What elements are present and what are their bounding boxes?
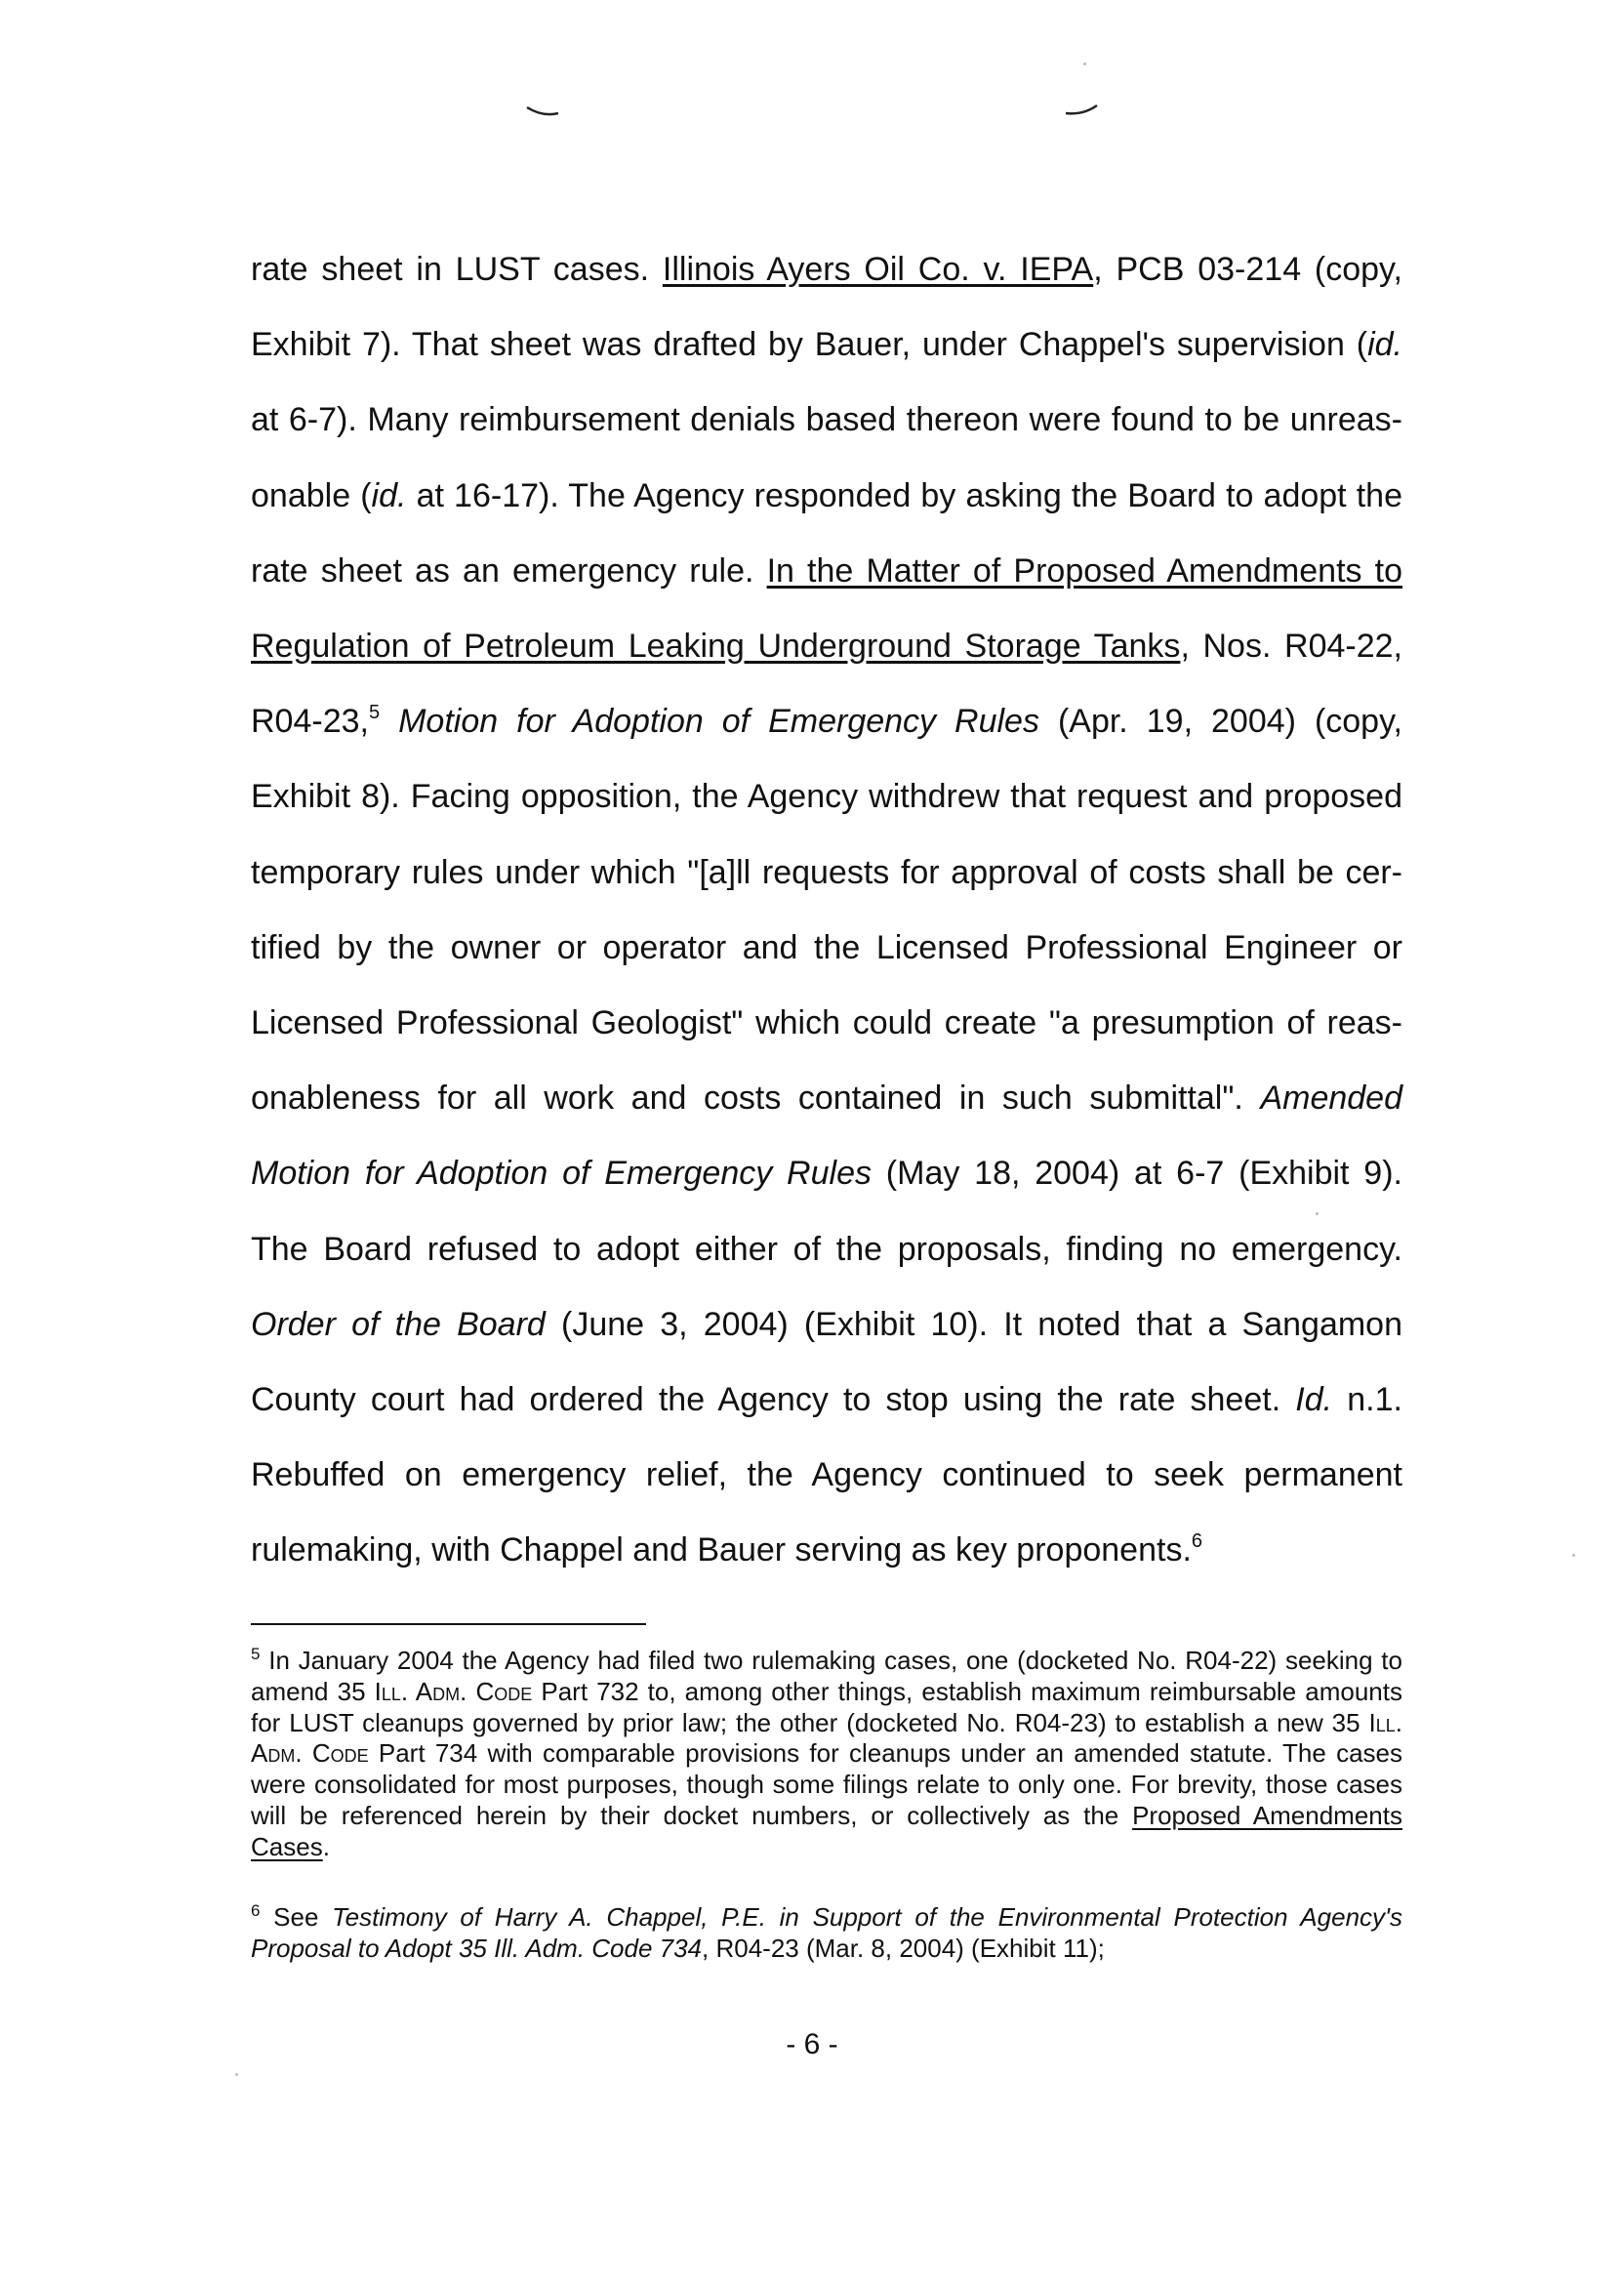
id-citation: id.: [371, 476, 407, 514]
body-paragraph: rate sheet in LUST cases. Illinois Ayers Oil Co. v. IEPA, PCB 03-214 (copy, Exhibit 7). That sheet was drafted by Bauer, under Chappel's supervision (id. at 6-7). Many reimbursement denials based thereon were found to be unreas-onable (id. at 16-17). The Agency responded by asking the Board to adopt the rate sheet as an emergency rule. In the Matter of Proposed Amendments to Regulation of Petroleum Leaking Underground Storage Tanks, Nos. R04-22, R04-23,$^5$ Motion for Adoption of Emergency Rules (Apr. 19, 2004) (copy, Exhibit 8). Facing opposition, the Agency withdrew that request and proposed temporary rules under which "[a]ll requests for approval of costs shall be cer-tified by the owner or operator and the Licensed Professional Engineer or Licensed Professional Geologist" which could create "a presumption of reas-onableness for all work and costs contained in such submittal". Amended Motion for Adoption of Emergency Rules (May 18, 2004) at 6-7 (Exhibit 9). The Board refused to adopt either of the proposals, finding no emergency. Order of the Board (June 3, 2004) (Exhibit 10). It noted that a Sangamon County court had ordered the Agency to stop using the rate sheet. Id. n.1. Rebuffed on emergency relief, the Agency continued to seek permanent rulemaking, with Chappel and Bauer serving as key proponents.$^6$: [251, 251, 1403, 1569]
scan-mark: [1064, 103, 1099, 117]
scan-speck: [235, 2073, 238, 2076]
footnote-6: $^6$ See Testimony of Harry A. Chappel, P.E. in Support of the Environmental Protection Agency's Proposal to Adopt 35 Ill. Adm. Code 734, R04-23 (Mar. 8, 2004) (Exhibit 11);: [251, 1901, 1402, 1963]
document-title: Testimony of Harry A. Chappel, P.E. in Support of the Environmental Protection Agency's Proposal to Adopt 35 Ill. Adm. Code 734: [251, 1902, 1402, 1963]
footnote-5: $^5$ In January 2004 the Agency had filed two rulemaking cases, one (docketed No. R04-22) seeking to amend 35 Ill. Adm. Code Part 732 to, among other things, establish maximum reimbursable amounts for LUST cleanups governed by prior law; the other (docketed No. R04-23) to establish a new 35 Ill. Adm. Code Part 734 with comparable provisions for cleanups under an amended statute. The cases were consolidated for most purposes, though some filings relate to only one. For brevity, those cases will be referenced herein by their docket numbers, or collectively as the Proposed Amendments Cases.: [251, 1645, 1402, 1861]
footnote-ref-6: 6: [1191, 1530, 1203, 1553]
footnote-separator: [251, 1623, 646, 1625]
footnote-ref-5: 5: [368, 702, 381, 724]
document-title: Motion for Adoption of Emergency Rules: [398, 703, 1039, 741]
id-citation: id.: [1367, 326, 1402, 364]
case-citation: Illinois Ayers Oil Co. v. IEPA: [662, 251, 1094, 288]
case-citation: In the Matter of Proposed Amendments to Regulation of Petroleum Leaking Underground Storage Tanks: [251, 551, 1402, 666]
scan-speck: [1572, 1554, 1575, 1557]
scan-speck: [1083, 62, 1086, 65]
footnote-number: 5: [251, 1645, 261, 1663]
id-citation: Id.: [1295, 1381, 1333, 1419]
scan-mark: [525, 103, 560, 117]
footnote-number: 6: [251, 1901, 261, 1920]
page-number: - 6 -: [786, 2028, 838, 2060]
document-title: Order of the Board: [251, 1305, 546, 1343]
document-title: Amended Motion for Adoption of Emergency Rules: [251, 1080, 1402, 1193]
defined-term: Proposed Amendments Cases: [251, 1800, 1402, 1861]
